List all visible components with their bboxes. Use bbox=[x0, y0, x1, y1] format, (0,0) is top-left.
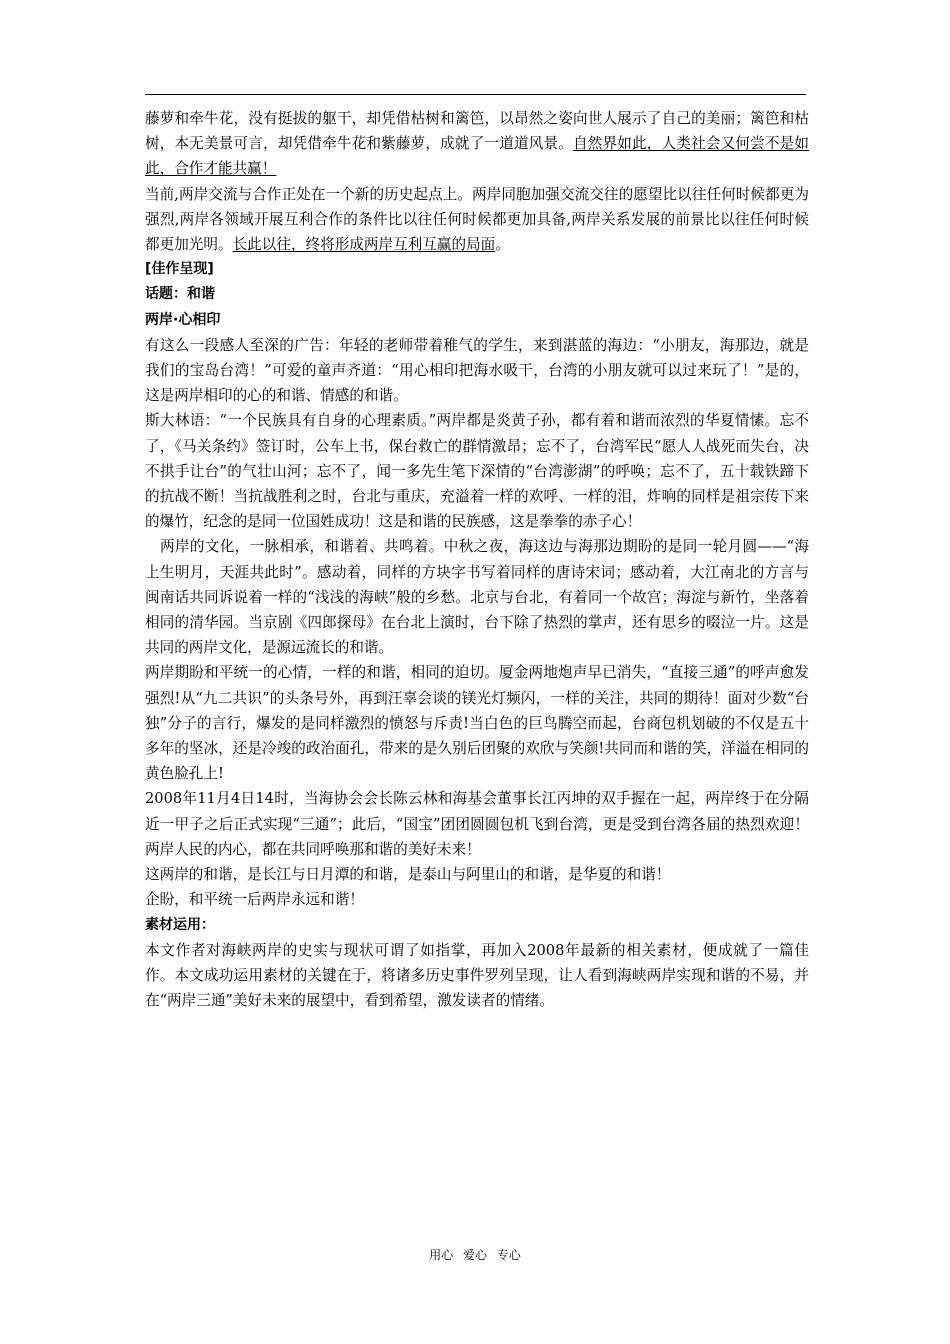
essay-paragraph-1: 有这么一段感人至深的广告：年轻的老师带着稚气的学生，来到湛蓝的海边：“小朋友，海那边，就是我们的宝岛台湾！”可爱的童声齐道：“用心相印把海水吸干，台湾的小朋友就可以过来玩了！”是的，这是两岸相印的心的和谐、情感的和谐。 bbox=[145, 336, 809, 405]
essay-paragraph-2: 斯大林语：“一个民族具有自身的心理素质。”两岸都是炎黄子孙，都有着和谐而浓烈的华夏情愫。忘不了，《马关条约》签订时，公车上书，保台救亡的群情激昂；忘不了，台湾军民“愿人人战死而失台，决不拱手让台”的气壮山河；忘不了，闻一多先生笔下深情的“台湾澎湖”的呼唤；忘不了，五十载铁蹄下的抗战不断！当抗战胜利之时，台北与重庆，充溢着一样的欢呼、一样的泪，炸响的同样是祖宗传下来的爆竹，纪念的是同一位国姓成功！这是和谐的民族感，这是拳拳的赤子心！ bbox=[145, 412, 809, 531]
essay-paragraph-3: 两岸的文化，一脉相承，和谐着、共鸣着。中秋之夜，海这边与海那边期盼的是同一轮月圆——“海上生明月，天涯共此时”。感动着，同样的方块字书写着同样的唐诗宋词；感动着，大江南北的方言与闽南话共同诉说着一样的“浅浅的海峡”般的乡愁。北京与台北，有着同一个故宫；海淀与新竹，坐落着相同的清华园。当京剧《四郎探母》在台北上演时，台下除了热烈的掌声，还有思乡的啜泣一片。这是共同的两岸文化，是源远流长的和谐。 bbox=[145, 538, 809, 657]
paragraph-text: 藤萝和牵牛花，没有挺拔的躯干，却凭借枯树和篱笆，以昂然之姿向世人展示了自己的美丽；篱笆和枯树，本无美景可言，却凭借牵牛花和紫藤萝，成就了一道道风景。 bbox=[145, 110, 809, 153]
essay-paragraph-5: 2008年11月4日14时，当海协会会长陈云林和海基会董事长江丙坤的双手握在一起，两岸终于在分隔近一甲子之后正式实现“三通”；此后，“国宝”团团圆圆包机飞到台湾，更是受到台湾各届的热烈欢迎！两岸人民的内心，都在共同呼唤那和谐的美好未来！ bbox=[145, 790, 809, 858]
paragraph-punctuation: 。 bbox=[495, 236, 510, 254]
paragraph-text: 当前,两岸交流与合作正处在一个新的历史起点上。两岸同胞加强交流交往的愿望比以往任何时候都更为强烈,两岸各领域开展互利合作的条件比以往任何时候都更加具备,两岸关系发展的前景比以往任何时候都更加光明。 bbox=[145, 185, 809, 254]
topic-heading: 话题：和谐 bbox=[145, 286, 215, 303]
material-paragraph: 本文作者对海峡两岸的史实与现状可谓了如指掌，再加入2008年最新的相关素材，便成就了一篇佳作。本文成功运用素材的关键在于，将诸多历史事件罗列呈现，让人看到海峡两岸实现和谐的不易，并在“两岸三通”美好未来的展望中，看到希望，激发读者的情绪。 bbox=[145, 941, 809, 1010]
document-body bbox=[145, 106, 809, 1013]
essay-paragraph-6: 这两岸的和谐，是长江与日月潭的和谐，是泰山与阿里山的和谐，是华夏的和谐！ bbox=[145, 866, 671, 884]
essay-paragraph-4: 两岸期盼和平统一的心情，一样的和谐，相同的迫切。厦金两地炮声早已消失，“直接三通”的呼声愈发强烈!从“九二共识”的头条号外，再到汪辜会谈的镁光灯频闪，一样的关注，共同的期待！面对少数“台独”分子的言行，爆发的是同样激烈的愤怒与斥责!当白色的巨鸟腾空而起，台商包机划破的不仅是五十多年的坚冰，还是冷竣的政治面孔，带来的是久别后团聚的欢欣与笑颜!共同而和谐的笑，洋溢在相同的黄色脸孔上! bbox=[145, 664, 809, 783]
section-heading-material: 素材运用： bbox=[145, 916, 215, 933]
paragraph-cross-strait bbox=[145, 182, 809, 258]
essay-title: 两岸·心相印 bbox=[145, 311, 221, 328]
section-heading-jiazuo: [佳作呈现] bbox=[145, 261, 214, 278]
underlined-sentence: 自然界如此，人类社会又何尝不是如此，合作才能共赢！ bbox=[145, 135, 809, 178]
page-footer: 用心 爱心 专心 bbox=[429, 1248, 521, 1262]
paragraph-intro bbox=[145, 106, 809, 182]
header-rule bbox=[145, 94, 806, 95]
underlined-sentence: 长此以往，终将形成两岸互利互赢的局面 bbox=[232, 236, 496, 254]
essay-paragraph-7: 企盼，和平统一后两岸永远和谐！ bbox=[145, 891, 364, 909]
